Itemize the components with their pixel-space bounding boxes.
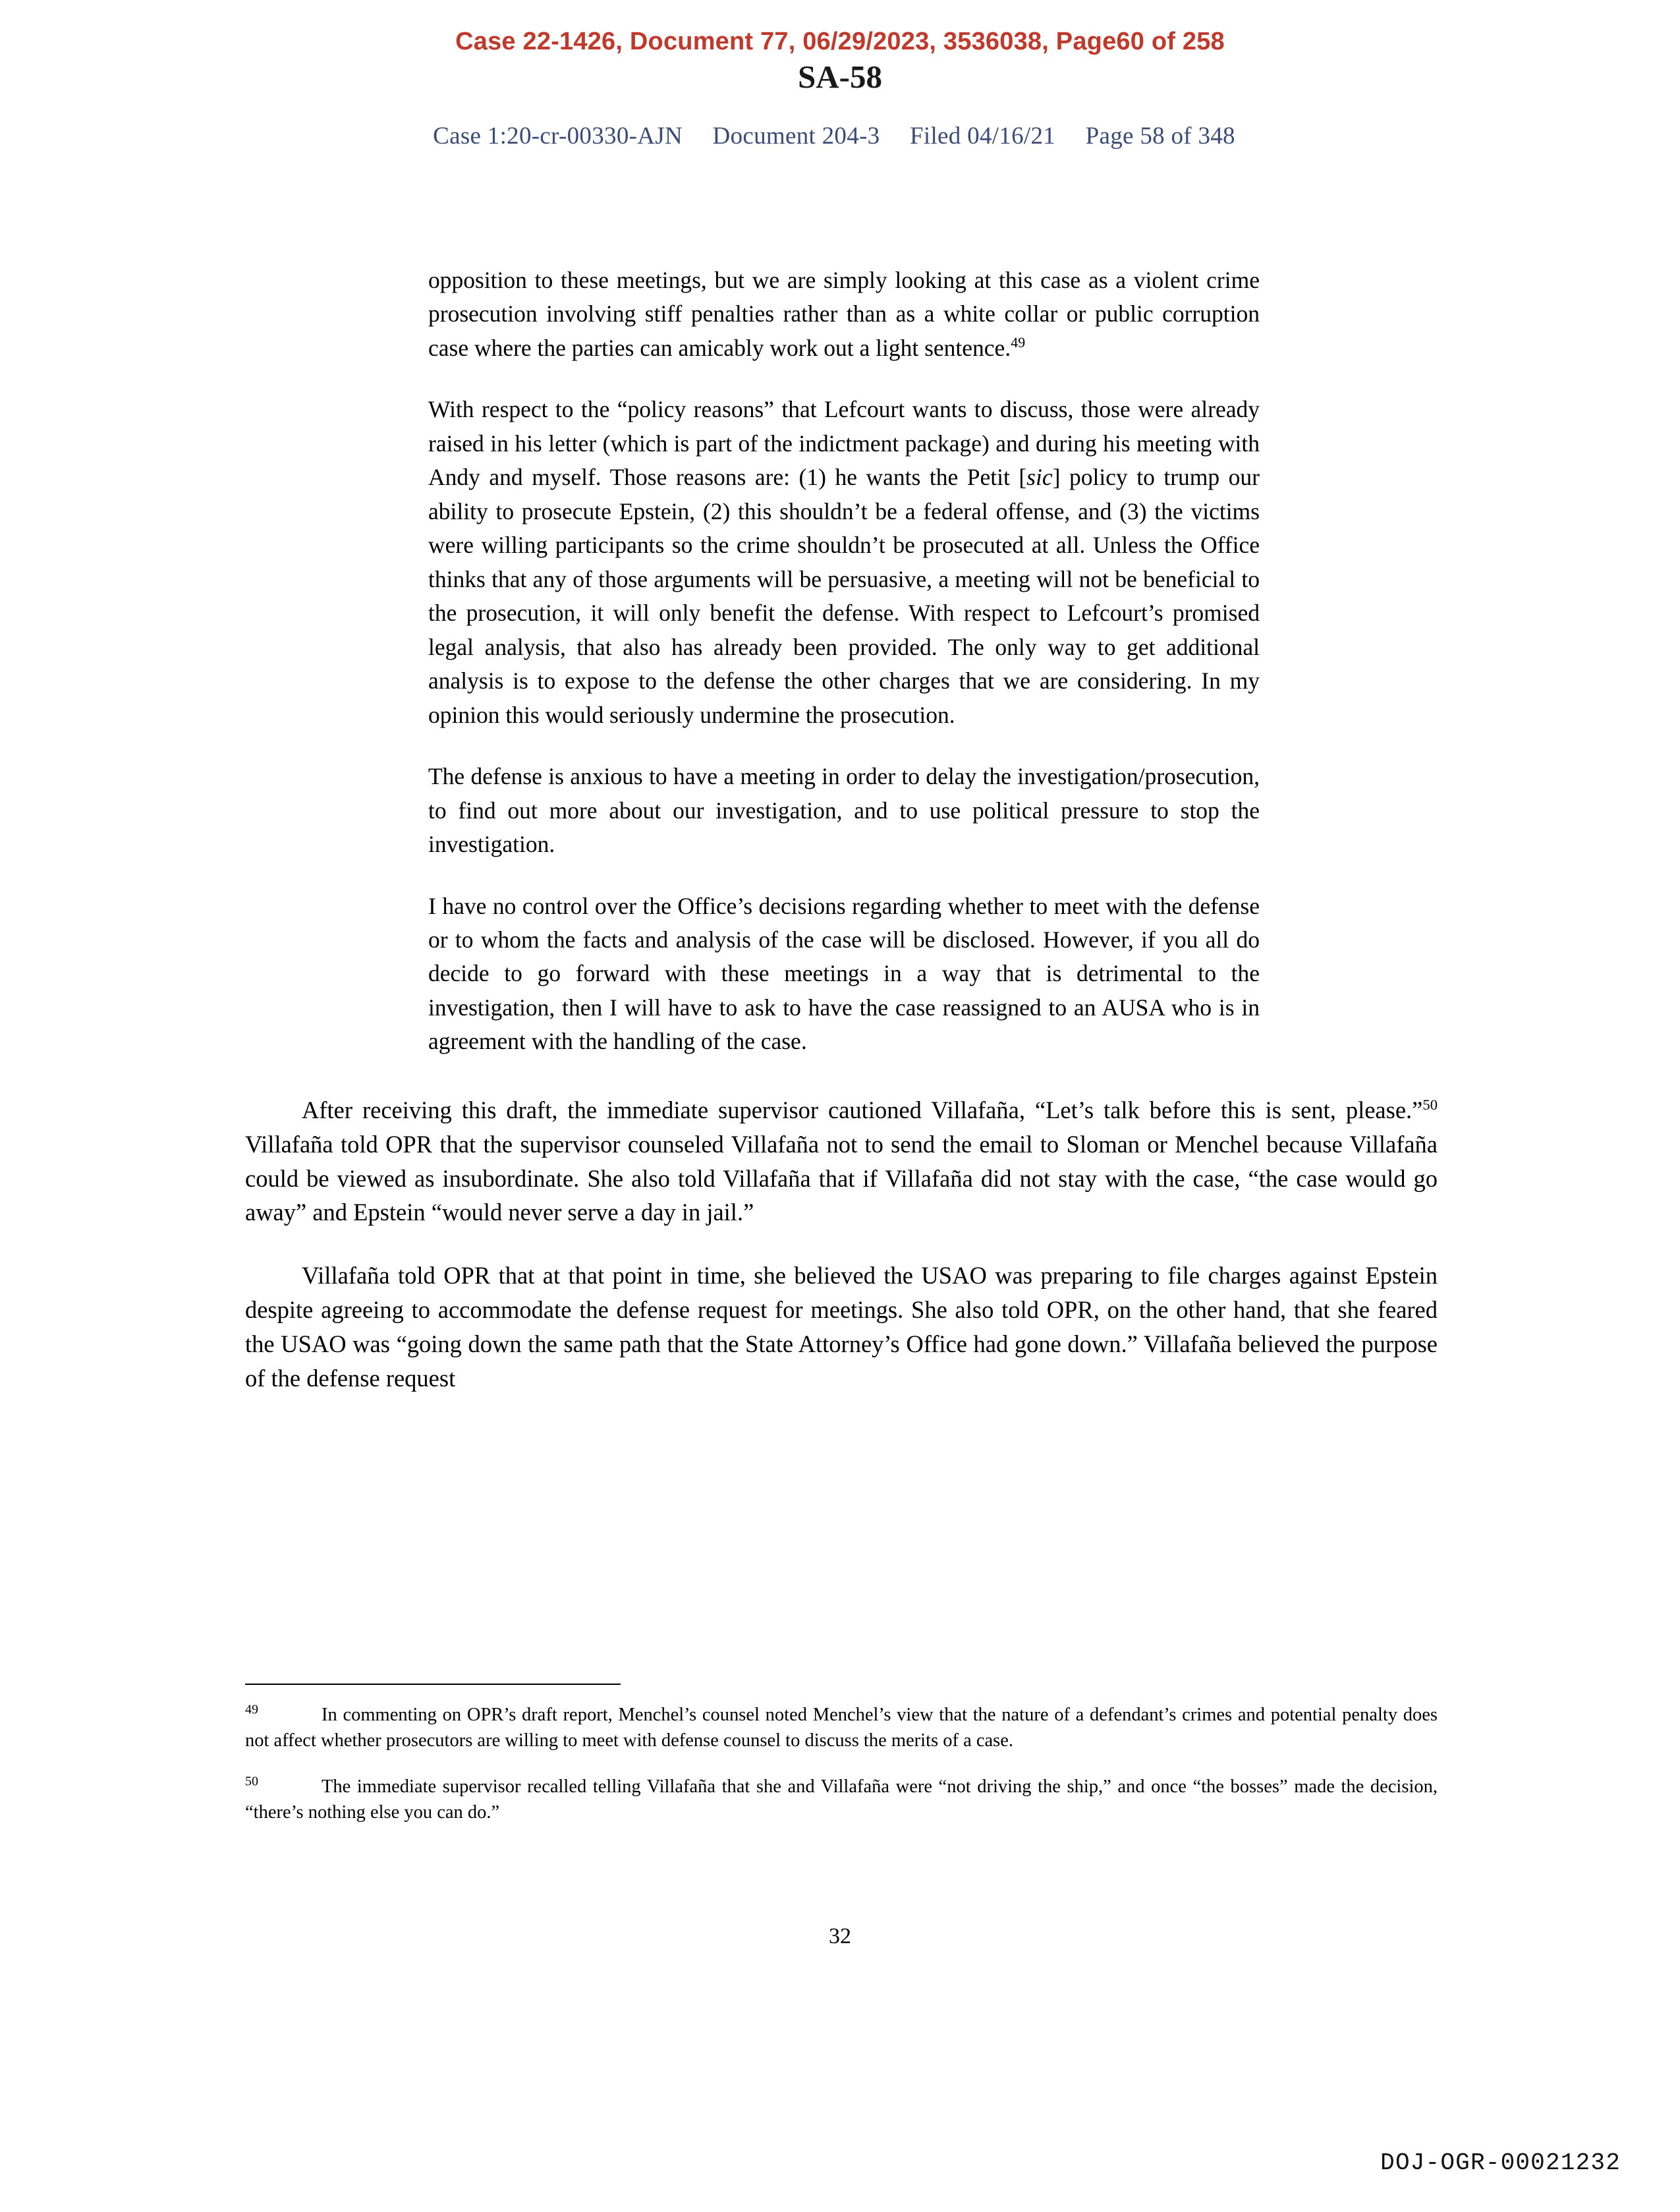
quote-paragraph-2: With respect to the “policy reasons” that Lefcourt wants to discuss, those were already raised in his letter (which is part of the indictment package) and during his meeting with Andy and myself. Those reasons are: (1) he wants the Petit [sic] policy to trump our ability to prosecute Epstein, (2) this shouldn’t be a federal offense, and (3) the victims were willing participants so the crime shouldn’t be prosecuted at all. Unless the Office thinks that any of those arguments will be persuasive, a meeting will not be beneficial to the prosecution, it will only benefit the defense. With respect to Lefcourt’s promised legal analysis, that also has already been provided. The only way to get additional analysis is to expose to the defense the other charges that we are considering. In my opinion this would seriously undermine the prosecution.: [428, 396, 1260, 728]
appellate-ecf-header-stamp: Case 22-1426, Document 77, 06/29/2023, 3536038, Page60 of 258: [455, 28, 1225, 55]
case-number: Case 1:20-cr-00330-AJN: [433, 123, 683, 150]
body-paragraph-2: Villafaña told OPR that at that point in time, she believed the USAO was preparing to file charges against Epstein despite agreeing to accommodate the defense request for meetings. She also told OPR, on the other hand, that she feared the USAO was “going down the same path that the State Attorney’s Office had gone down.” Villafaña believed the purpose of the defense request: [245, 1262, 1438, 1392]
quote-paragraph-1: [428, 264, 1260, 365]
quote-paragraph-4: I have no control over the Office’s decisions regarding whether to meet with the defense or to whom the facts and analysis of the case will be disclosed. However, if you all do decide to go forward with these meetings in a way that is detrimental to the investigation, then I will have to ask to have the case reassigned to an AUSA who is in agreement with the handling of the case.: [428, 892, 1260, 1055]
footnote-50: [245, 1774, 1438, 1826]
footnote-marker-49: 49: [1011, 334, 1026, 351]
footnote-50-text: The immediate supervisor recalled telling Villafaña that she and Villafaña were “not driving the ship,” and once “the bosses” made the decision, “there’s nothing else you can do.”: [245, 1776, 1438, 1823]
page-number: 32: [829, 1924, 851, 1948]
bates-number: DOJ-OGR-00021232: [1380, 2149, 1621, 2176]
body-paragraph-1-part1: After receiving this draft, the immediate supervisor cautioned Villafaña, “Let’s talk before this is sent, please.”: [302, 1096, 1423, 1123]
footnote-marker-50: 50: [1422, 1096, 1438, 1113]
body-paragraph-1: [245, 1093, 1438, 1230]
footnote-49-text: In commenting on OPR’s draft report, Menchel’s counsel noted Menchel’s view that the nature of a defendant’s crimes and potential penalty does not affect whether prosecutors are willing to meet with defense counsel to discuss the merits of a case.: [245, 1705, 1438, 1751]
document-body: [245, 264, 1438, 1395]
footnotes-section: [245, 1684, 1438, 1845]
block-quotation: [428, 264, 1260, 1059]
footnote-50-number: 50: [245, 1774, 258, 1789]
district-court-filing-stamp: [0, 122, 1680, 150]
filed-date: Filed 04/16/21: [910, 123, 1056, 150]
body-paragraph-1-part2: Villafaña told OPR that the supervisor counseled Villafaña not to send the email to Sloman or Menchel because Villafaña could be viewed as insubordinate. She also told Villafaña that if Villafaña did not stay with the case, “the case would go away” and Epstein “would never serve a day in jail.”: [245, 1130, 1438, 1226]
footnote-49-number: 49: [245, 1702, 258, 1717]
document-number: Document 204-3: [712, 123, 880, 150]
footnote-separator-rule: [245, 1684, 621, 1685]
quote-paragraph-1-text: opposition to these meetings, but we are simply looking at this case as a violent crime prosecution involving stiff penalties rather than as a white collar or public corruption case where the parties can amicably work out a light sentence.: [428, 267, 1260, 361]
quote-paragraph-3: The defense is anxious to have a meeting in order to delay the investigation/prosecution, to find out more about our investigation, and to use political pressure to stop the investigation.: [428, 763, 1260, 858]
appendix-page-label: SA-58: [798, 59, 882, 95]
footnote-49: [245, 1702, 1438, 1754]
page-of-total: Page 58 of 348: [1085, 123, 1235, 150]
